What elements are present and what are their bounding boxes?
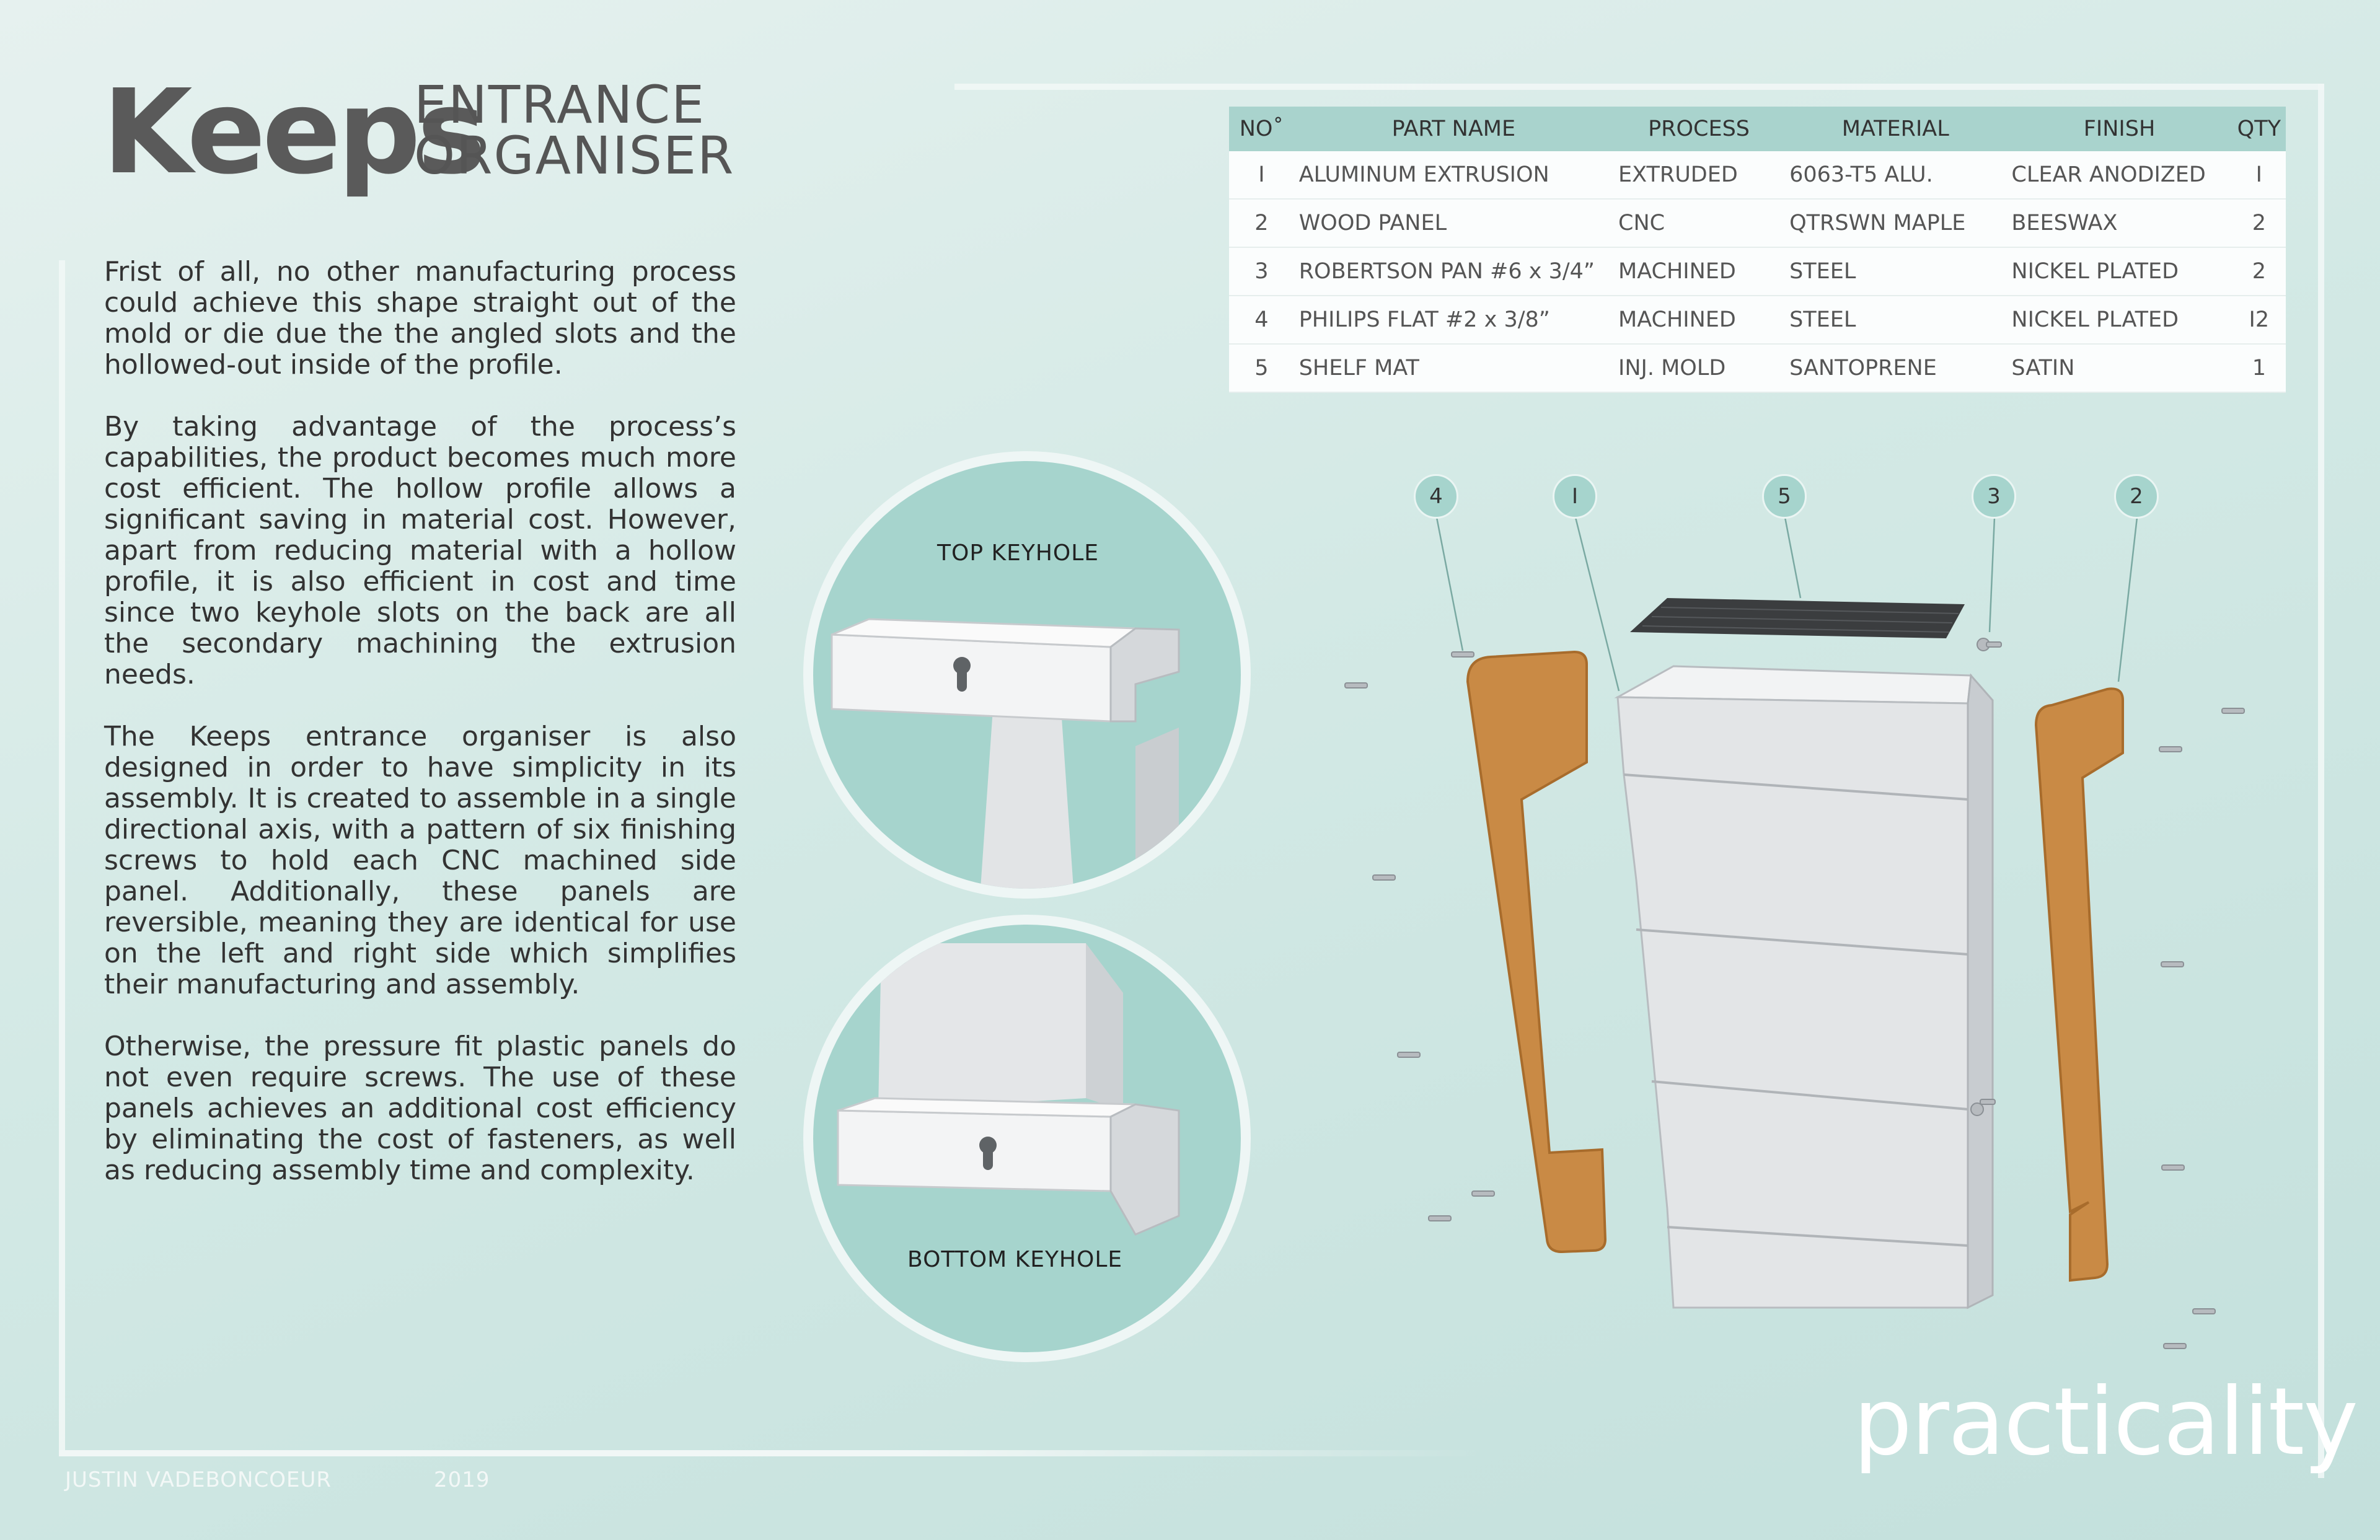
- cell-part-name: PHILIPS FLAT #2 x 3/8”: [1294, 296, 1613, 344]
- right-wood-panel: [2036, 689, 2123, 1280]
- screw: [1345, 683, 1367, 688]
- cell-part-name: SHELF MAT: [1294, 344, 1613, 392]
- callout-badge-4: 4: [1414, 474, 1458, 519]
- screw: [1373, 875, 1395, 880]
- footer-year: 2019: [434, 1467, 490, 1492]
- cell-process: EXTRUDED: [1613, 151, 1784, 199]
- leader-line-5: [1785, 517, 1800, 598]
- cell-process: CNC: [1613, 199, 1784, 247]
- header-finish: FINISH: [2006, 107, 2232, 151]
- cell-qty: 2: [2232, 199, 2286, 247]
- cell-part-name: ALUMINUM EXTRUSION: [1294, 151, 1613, 199]
- screw: [1980, 1099, 1995, 1104]
- cell-material: QTRSWN MAPLE: [1784, 199, 2006, 247]
- cell-qty: I: [2232, 151, 2286, 199]
- cell-finish: CLEAR ANODIZED: [2006, 151, 2232, 199]
- brand-name: Keeps: [102, 64, 483, 200]
- screw: [1472, 1191, 1494, 1196]
- cell-process: MACHINED: [1613, 247, 1784, 296]
- screw: [2159, 747, 2182, 752]
- callout-badge-5: 5: [1762, 474, 1807, 519]
- header-part-name: PART NAME: [1294, 107, 1613, 151]
- tagline: practicality: [1853, 1368, 2358, 1476]
- paragraph: The Keeps entrance organiser is also designed in order to have simplicity in its assembly. It is created to assemble in a single directional axis, with a pattern of six finishing screws to hold each CNC machined side panel. Additionally, these panels are reversible, meaning they are identical for use on the left and right side which simplifies their manufacturing and assembly.: [104, 721, 736, 1000]
- screw-head: [1971, 1103, 1983, 1115]
- header-material: MATERIAL: [1784, 107, 2006, 151]
- cell-part-name: ROBERTSON PAN #6 x 3/4”: [1294, 247, 1613, 296]
- brand-subtitle-line-2: ORGANISER: [414, 125, 735, 186]
- leader-line-2: [2118, 517, 2137, 682]
- cell-no: 2: [1229, 199, 1294, 247]
- cell-no: 5: [1229, 344, 1294, 392]
- cell-qty: 2: [2232, 247, 2286, 296]
- cell-material: 6063-T5 ALU.: [1784, 151, 2006, 199]
- header-no: NO˚: [1229, 107, 1294, 151]
- cell-qty: I2: [2232, 296, 2286, 344]
- cell-no: 4: [1229, 296, 1294, 344]
- header-process: PROCESS: [1613, 107, 1784, 151]
- shelf-mat: [1630, 598, 1965, 638]
- footer-author: JUSTIN VADEBONCOEUR: [65, 1467, 332, 1492]
- cell-finish: SATIN: [2006, 344, 2232, 392]
- cell-finish: NICKEL PLATED: [2006, 247, 2232, 296]
- paragraph: By taking advantage of the process’s capabilities, the product becomes much more cost efficient. The hollow profile allows a significant saving in material cost. However, apart from reducing material with a hollow profile, it is also efficient in cost and time since two keyhole slots on the back are all the secondary machining the extrusion needs.: [104, 411, 736, 690]
- paragraph: Otherwise, the pressure fit plastic panels do not even require screws. The use of these panels achieves an additional cost efficiency by eliminating the cost of fasteners, as well as reducing assembly time and complexity.: [104, 1031, 736, 1186]
- screw: [2161, 962, 2184, 967]
- screw: [1986, 642, 2001, 647]
- aluminum-extrusion: [1618, 666, 1993, 1308]
- bottom-keyhole-label: BOTTOM KEYHOLE: [907, 1247, 1123, 1272]
- callout-badge-3: 3: [1972, 474, 2016, 519]
- top-keyhole-label: TOP KEYHOLE: [937, 540, 1100, 566]
- cell-material: SANTOPRENE: [1784, 344, 2006, 392]
- cell-part-name: WOOD PANEL: [1294, 199, 1613, 247]
- paragraph: Frist of all, no other manufacturing process could achieve this shape straight out of the mold or die due the the angled slots and the hollowed-out inside of the profile.: [104, 256, 736, 381]
- screw: [2222, 708, 2244, 713]
- screw: [1429, 1216, 1451, 1221]
- cell-qty: 1: [2232, 344, 2286, 392]
- screw: [2193, 1309, 2215, 1314]
- cell-finish: NICKEL PLATED: [2006, 296, 2232, 344]
- cell-process: MACHINED: [1613, 296, 1784, 344]
- screw: [2164, 1344, 2186, 1349]
- cell-no: 3: [1229, 247, 1294, 296]
- callout-badge-2: 2: [2114, 474, 2159, 519]
- screw: [1452, 652, 1474, 657]
- leader-line-3: [1990, 517, 1994, 632]
- cell-material: STEEL: [1784, 296, 2006, 344]
- cell-process: INJ. MOLD: [1613, 344, 1784, 392]
- callout-badge-1: I: [1553, 474, 1597, 519]
- screw: [2162, 1165, 2184, 1170]
- cell-no: I: [1229, 151, 1294, 199]
- screw: [1398, 1052, 1420, 1057]
- left-wood-panel: [1468, 652, 1605, 1252]
- brand-subtitle-line-1: ENTRANCE: [414, 74, 706, 135]
- cell-finish: BEESWAX: [2006, 199, 2232, 247]
- leader-line-4: [1437, 517, 1463, 651]
- header-qty: QTY: [2232, 107, 2286, 151]
- cell-material: STEEL: [1784, 247, 2006, 296]
